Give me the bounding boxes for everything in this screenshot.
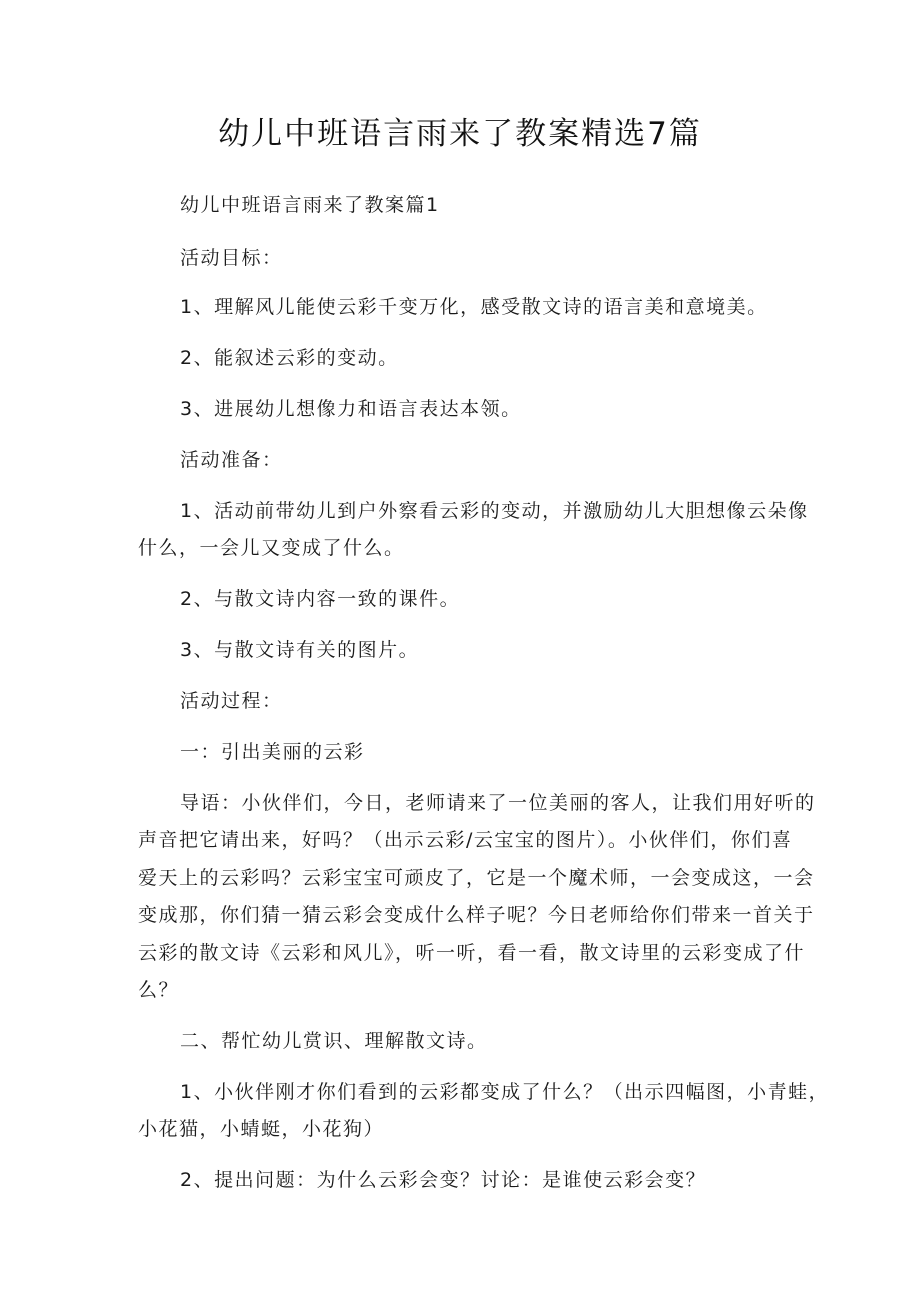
paragraph-line: 爱天上的云彩吗？云彩宝宝可顽皮了，它是一个魔术师，一会变成这，一会: [138, 867, 815, 889]
section-heading: 幼儿中班语言雨来了教案篇1: [180, 194, 440, 216]
paragraph-line: 活动目标：: [180, 247, 283, 269]
paragraph-line: 一：引出美丽的云彩: [180, 741, 365, 763]
paragraph-line: 导语：小伙伴们，今日，老师请来了一位美丽的客人，让我们用好听的: [180, 792, 816, 814]
paragraph-line: 变成那，你们猜一猜云彩会变成什么样子呢？今日老师给你们带来一首关于: [138, 904, 815, 926]
paragraph-line: 2、与散文诗内容一致的课件。: [180, 588, 461, 610]
paragraph-line: 声音把它请出来，好吗？（出示云彩/云宝宝的图片）。小伙伴们，你们喜: [138, 829, 793, 851]
paragraph-line: 二、帮忙幼儿赏识、理解散文诗。: [180, 1030, 488, 1052]
paragraph-line: 活动准备：: [180, 449, 283, 471]
document-title: 幼儿中班语言雨来了教案精选7篇: [218, 116, 702, 152]
paragraph-line: 1、小伙伴刚才你们看到的云彩都变成了什么？（出示四幅图，小青蛙，: [180, 1081, 830, 1103]
paragraph-line: 小花猫，小蜻蜓，小花狗）: [138, 1118, 385, 1140]
paragraph-line: 什么，一会儿又变成了什么。: [138, 537, 405, 559]
paragraph-line: 活动过程：: [180, 690, 283, 712]
paragraph-line: 3、进展幼儿想像力和语言表达本领。: [180, 398, 522, 420]
paragraph-line: 1、理解风儿能使云彩千变万化，感受散文诗的语言美和意境美。: [180, 296, 768, 318]
paragraph-line: 1、活动前带幼儿到户外察看云彩的变动，并激励幼儿大胆想像云朵像: [180, 500, 809, 522]
paragraph-line: 云彩的散文诗《云彩和风儿》，听一听，看一看，散文诗里的云彩变成了什: [138, 942, 806, 964]
paragraph-line: 3、与散文诗有关的图片。: [180, 639, 420, 661]
paragraph-line: 么？: [138, 979, 180, 1001]
paragraph-line: 2、能叙述云彩的变动。: [180, 347, 399, 369]
paragraph-line: 2、提出问题：为什么云彩会变？讨论：是谁使云彩会变？: [180, 1169, 707, 1191]
